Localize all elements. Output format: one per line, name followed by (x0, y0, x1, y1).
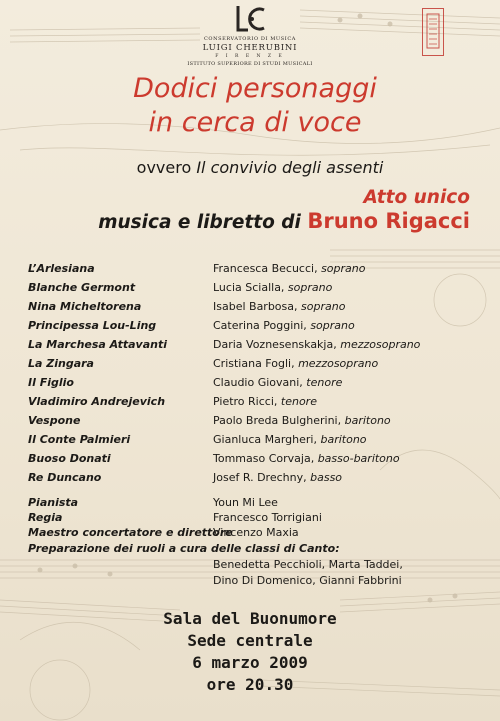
performer-name: Tommaso Corvaja, (213, 452, 318, 465)
preparation-teachers-2: Dino Di Domenico, Gianni Fabbrini (213, 574, 402, 587)
performer-name: Paolo Breda Bulgherini, (213, 414, 345, 427)
cast-performer (213, 338, 420, 352)
cast-performer (213, 300, 345, 314)
cast-role: Re Duncano (28, 471, 102, 484)
stamp-mark-icon (424, 11, 442, 51)
conductor-name: Vincenzo Maxia (213, 526, 299, 539)
credits-label: musica e libretto di (98, 212, 308, 233)
subtitle-italic: Il convivio degli assenti (196, 158, 384, 177)
cast-performer (213, 395, 317, 409)
cast-performer (213, 471, 342, 485)
preparation-teachers-1: Benedetta Pecchioli, Marta Taddei, (213, 558, 403, 571)
cast-role: Vladimiro Andrejevich (28, 395, 166, 408)
director-role: Regia (28, 511, 63, 524)
atto-unico: Atto unico (363, 187, 470, 208)
conservatory-label: CONSERVATORIO DI MUSICA (204, 36, 296, 42)
title-line-2: in cerca di voce (148, 107, 362, 138)
cast-performer (213, 262, 366, 276)
voice-type: tenore (280, 395, 317, 408)
cast-performer (213, 319, 355, 333)
cast-performer (213, 281, 332, 295)
performer-name: Francesca Becucci, (213, 262, 322, 275)
voice-type: mezzosoprano (340, 338, 421, 351)
voice-type: mezzosoprano (298, 357, 379, 370)
cast-role: Blanche Germont (28, 281, 136, 294)
event-time: ore 20.30 (206, 675, 294, 694)
subtitle (130, 158, 390, 177)
subtitle-prefix: ovvero (136, 158, 197, 177)
pianist-role: Pianista (28, 496, 79, 509)
cast-performer (213, 414, 391, 428)
conductor-role: Maestro concertatore e direttore (28, 526, 233, 539)
conservatory-logo (232, 4, 268, 34)
event-date: 6 marzo 2009 (192, 653, 308, 672)
pianist-name: Youn Mi Lee (213, 496, 278, 509)
cast-role: Buoso Donati (28, 452, 111, 465)
voice-type: tenore (306, 376, 343, 389)
performer-name: Lucia Scialla, (213, 281, 288, 294)
cast-role: Il Conte Palmieri (28, 433, 131, 446)
voice-type: soprano (310, 319, 355, 332)
venue-seat: Sede centrale (187, 631, 313, 650)
institute-label: ISTITUTO SUPERIORE DI STUDI MUSICALI (187, 61, 313, 67)
voice-type: basso-baritono (317, 452, 400, 465)
cast-role: La Zingara (28, 357, 94, 370)
cast-performer (213, 357, 378, 371)
cast-role: Nina Micheltorena (28, 300, 142, 313)
performer-name: Pietro Ricci, (213, 395, 281, 408)
cast-role: Principessa Lou-Ling (28, 319, 157, 332)
voice-type: soprano (321, 262, 366, 275)
performer-name: Claudio Giovani, (213, 376, 307, 389)
performer-name: Josef R. Drechny, (213, 471, 311, 484)
cast-role: L’Arlesiana (28, 262, 95, 275)
composer-name: Bruno Rigacci (307, 209, 470, 233)
director-name: Francesco Torrigiani (213, 511, 322, 524)
voice-type: baritono (344, 414, 391, 427)
title-line-1: Dodici personaggi (133, 73, 377, 104)
cast-performer (213, 433, 367, 447)
voice-type: soprano (301, 300, 346, 313)
cast-role: Vespone (28, 414, 81, 427)
cast-performer (213, 376, 342, 390)
conservatory-name: LUIGI CHERUBINI (202, 43, 298, 53)
performer-name: Daria Voznesenskakja, (213, 338, 341, 351)
cast-role: Il Figlio (28, 376, 74, 389)
cast-performer (213, 452, 400, 466)
performer-name: Gianluca Margheri, (213, 433, 321, 446)
voice-type: basso (310, 471, 343, 484)
performer-name: Isabel Barbosa, (213, 300, 302, 313)
conservatory-city: F I R E N Z E (215, 54, 285, 59)
credits-line (60, 209, 470, 233)
cast-role: La Marchesa Attavanti (28, 338, 167, 351)
performer-name: Cristiana Fogli, (213, 357, 299, 370)
voice-type: soprano (287, 281, 333, 294)
red-stamp (422, 8, 444, 56)
voice-type: baritono (320, 433, 367, 446)
venue-hall: Sala del Buonumore (163, 609, 337, 628)
performer-name: Caterina Poggini, (213, 319, 311, 332)
preparation-heading: Preparazione dei ruoli a cura delle classi di Canto: (28, 542, 340, 555)
